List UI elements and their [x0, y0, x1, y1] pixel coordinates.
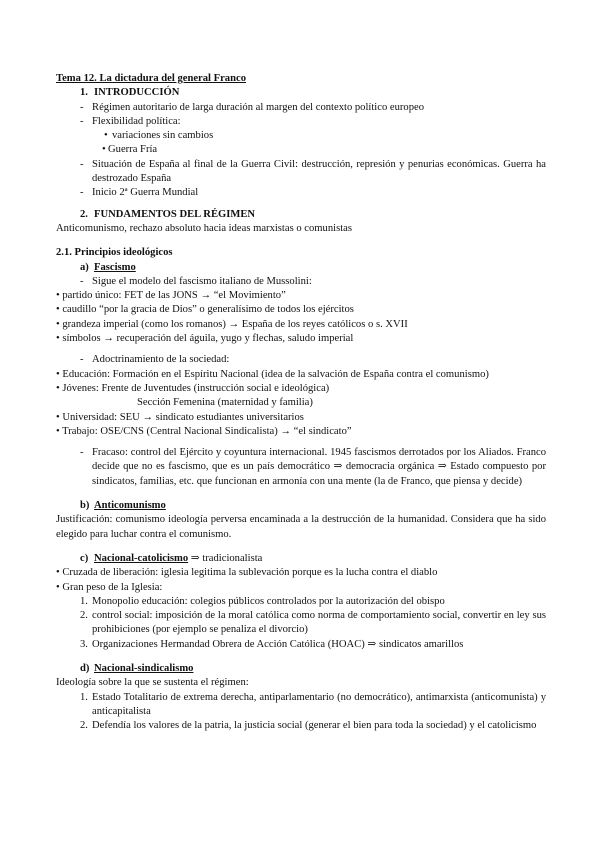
list-item: - Régimen autoritario de larga duración al margen del contexto político europeo: [56, 101, 546, 115]
paragraph: Ideología sobre la que se sustenta el régimen:: [56, 677, 249, 689]
section-2-number: 2.: [80, 208, 88, 220]
paragraph: Justificación: comunismo ideología perversa encaminada a la destrucción de la humanidad. Considera que ha sido elegido para luchar contra el comunismo.: [56, 514, 546, 540]
dash-marker: -: [80, 354, 84, 366]
bullet-line: • Gran peso de la Iglesia:: [56, 581, 163, 593]
item-c-heading: c) Nacional-catolicismo ⇒ tradicionalista: [80, 552, 263, 564]
bullet-marker: •: [104, 130, 108, 142]
numbered-item: 2. Defendía los valores de la patria, la justicia social (generar el bien para toda la sociedad) y el catolicismo: [80, 720, 537, 732]
dash-marker: -: [80, 275, 84, 287]
item-d-heading: d) Nacional-sindicalismo: [80, 662, 194, 674]
bullet-line: • Universidad: SEU → sindicato estudiantes universitarios: [56, 411, 304, 423]
item-b-heading: b) Anticomunismo: [80, 500, 166, 512]
bullet-line: • Jóvenes: Frente de Juventudes (instrucción social e ideológica): [56, 382, 330, 394]
list-item: - Sigue el modelo del fascismo italiano de Mussolini:: [56, 275, 546, 289]
list-item: - Flexibilidad política:: [56, 115, 546, 129]
dash-marker: -: [80, 158, 84, 170]
numbered-item: 1. Monopolio educación: colegios públicos controlados por la autorización del obispo: [80, 595, 445, 607]
list-item: - Fracaso: control del Ejército y coyuntura internacional. 1945 fascismos derrotados por los Aliados. Franco decide que no es fascismo, que es un país democrático ⇒ democracia orgánica ⇒ Estado compuesto por sindicatos, familias, etc. que funcionan en armonía con una mente (la de Franco, que piensa y decide): [80, 447, 546, 487]
sub-list-item: • variaciones sin cambios: [56, 129, 546, 143]
bullet-line: • símbolos → recuperación del águila, yugo y flechas, saludo imperial: [56, 333, 354, 345]
document-page: [56, 72, 546, 733]
dash-marker: -: [80, 101, 84, 113]
bullet-marker: •: [102, 144, 106, 156]
dash-marker: -: [80, 115, 84, 127]
bullet-line: • Educación: Formación en el Espíritu Nacional (idea de la salvación de España contra el comunismo): [56, 368, 489, 380]
subsection-2-1-heading: 2.1. Principios ideológicos: [56, 247, 173, 259]
section-2-heading: [56, 208, 546, 222]
list-item: - Adoctrinamiento de la sociedad:: [56, 353, 546, 367]
section-2-title: FUNDAMENTOS DEL RÉGIMEN: [94, 208, 256, 220]
numbered-item: 2. control social: imposición de la moral católica como norma de comportamiento social, convertir en ley sus prohibiciones (por ejemplo se penaliza el divorcio): [80, 610, 546, 636]
bullet-line: • caudillo “por la gracia de Dios” o generalísimo de todos los ejércitos: [56, 304, 354, 316]
sub-list-item: • Guerra Fría: [56, 143, 546, 157]
section-1-heading: [56, 86, 546, 100]
list-item: - Inicio 2ª Guerra Mundial: [56, 186, 546, 200]
document-title: Tema 12. La dictadura del general Franco: [56, 73, 246, 84]
section-2-intro: Anticomunismo, rechazo absoluto hacia ideas marxistas o comunistas: [56, 222, 352, 234]
section-1-number: 1.: [80, 87, 88, 99]
item-a-heading: a) Fascismo: [80, 261, 136, 273]
numbered-item: 1. Estado Totalitario de extrema derecha, antiparlamentario (no democrático), antimarxista (anticomunista) y anticapitalista: [80, 691, 546, 717]
bullet-line: • Trabajo: OSE/CNS (Central Nacional Sindicalista) → “el sindicato”: [56, 425, 352, 437]
list-item: - Situación de España al final de la Guerra Civil: destrucción, represión y penurias económicas. Guerra ha destrozado España: [80, 158, 546, 185]
bullet-continuation: Sección Femenina (maternidad y familia): [137, 397, 313, 409]
bullet-line: • grandeza imperial (como los romanos) → España de los reyes católicos o s. XVII: [56, 318, 408, 330]
dash-marker: -: [80, 187, 84, 199]
bullet-line: • Cruzada de liberación: iglesia legitima la sublevación porque es la lucha contra el diablo: [56, 567, 438, 579]
bullet-line: • partido único: FET de las JONS → “el Movimiento”: [56, 290, 286, 302]
numbered-item: 3. Organizaciones Hermandad Obrera de Acción Católica (HOAC) ⇒ sindicatos amarillos: [80, 638, 464, 650]
section-1-title: INTRODUCCIÓN: [94, 87, 180, 99]
dash-marker: -: [80, 447, 84, 459]
